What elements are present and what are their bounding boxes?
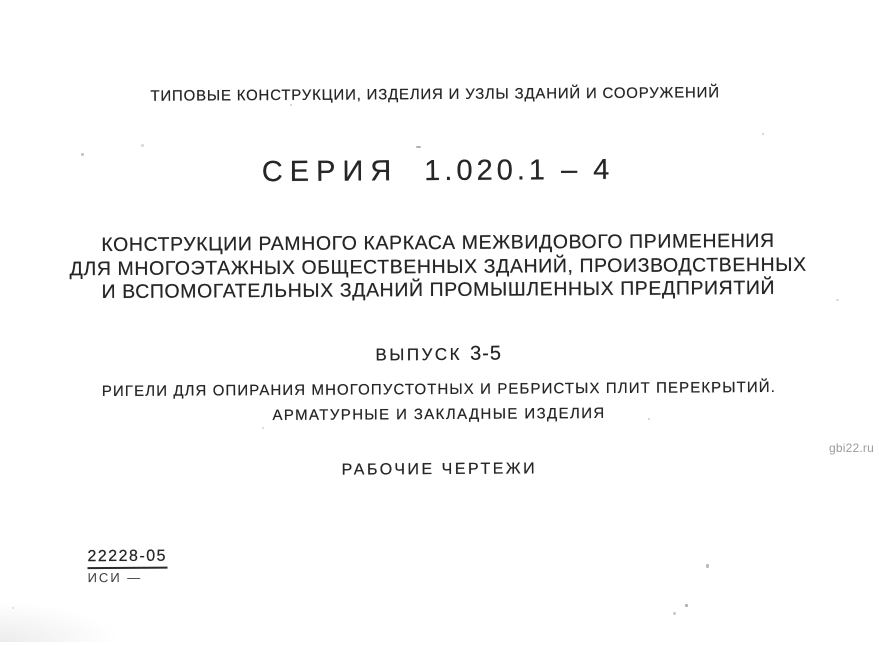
- document-type-label: РАБОЧИЕ ЧЕРТЕЖИ: [341, 460, 538, 479]
- issue-label: ВЫПУСК: [375, 344, 463, 365]
- inventory-stamp-cutoff-line: ИСИ —: [87, 569, 143, 586]
- main-title-line-1: КОНСТРУКЦИИ РАМНОГО КАРКАСА МЕЖВИДОВОГО ПРИМЕНЕНИЯ: [101, 229, 775, 257]
- series-label: СЕРИЯ: [261, 155, 399, 189]
- site-watermark: gbi22.ru: [829, 441, 874, 455]
- main-title: [0, 229, 877, 305]
- subtitle-line-2: АРМАТУРНЫЕ И ЗАКЛАДНЫЕ ИЗДЕЛИЯ: [272, 404, 606, 425]
- main-title-line-3: И ВСПОМОГАТЕЛЬНЫХ ЗДАНИЙ ПРОМЫШЛЕННЫХ ПРЕДПРИЯТИЙ: [101, 276, 776, 304]
- series-title: [0, 152, 876, 190]
- issue-title: [0, 340, 877, 368]
- document-category-header: ТИПОВЫЕ КОНСТРУКЦИИ, ИЗДЕЛИЯ И УЗЛЫ ЗДАНИЙ И СООРУЖЕНИЙ: [150, 84, 720, 105]
- inventory-number: 22228-05: [87, 548, 167, 569]
- inventory-stamp: [87, 547, 168, 586]
- subtitle-line-1: РИГЕЛИ ДЛЯ ОПИРАНИЯ МНОГОПУСТОТНЫХ И РЕБРИСТЫХ ПЛИТ ПЕРЕКРЫТИЙ.: [101, 378, 776, 401]
- main-title-line-2: ДЛЯ МНОГОЭТАЖНЫХ ОБЩЕСТВЕННЫХ ЗДАНИЙ, ПРОИЗВОДСТВЕННЫХ: [69, 253, 807, 280]
- issue-number: 3-5: [469, 342, 503, 365]
- series-number: 1.020.1 – 4: [424, 153, 614, 188]
